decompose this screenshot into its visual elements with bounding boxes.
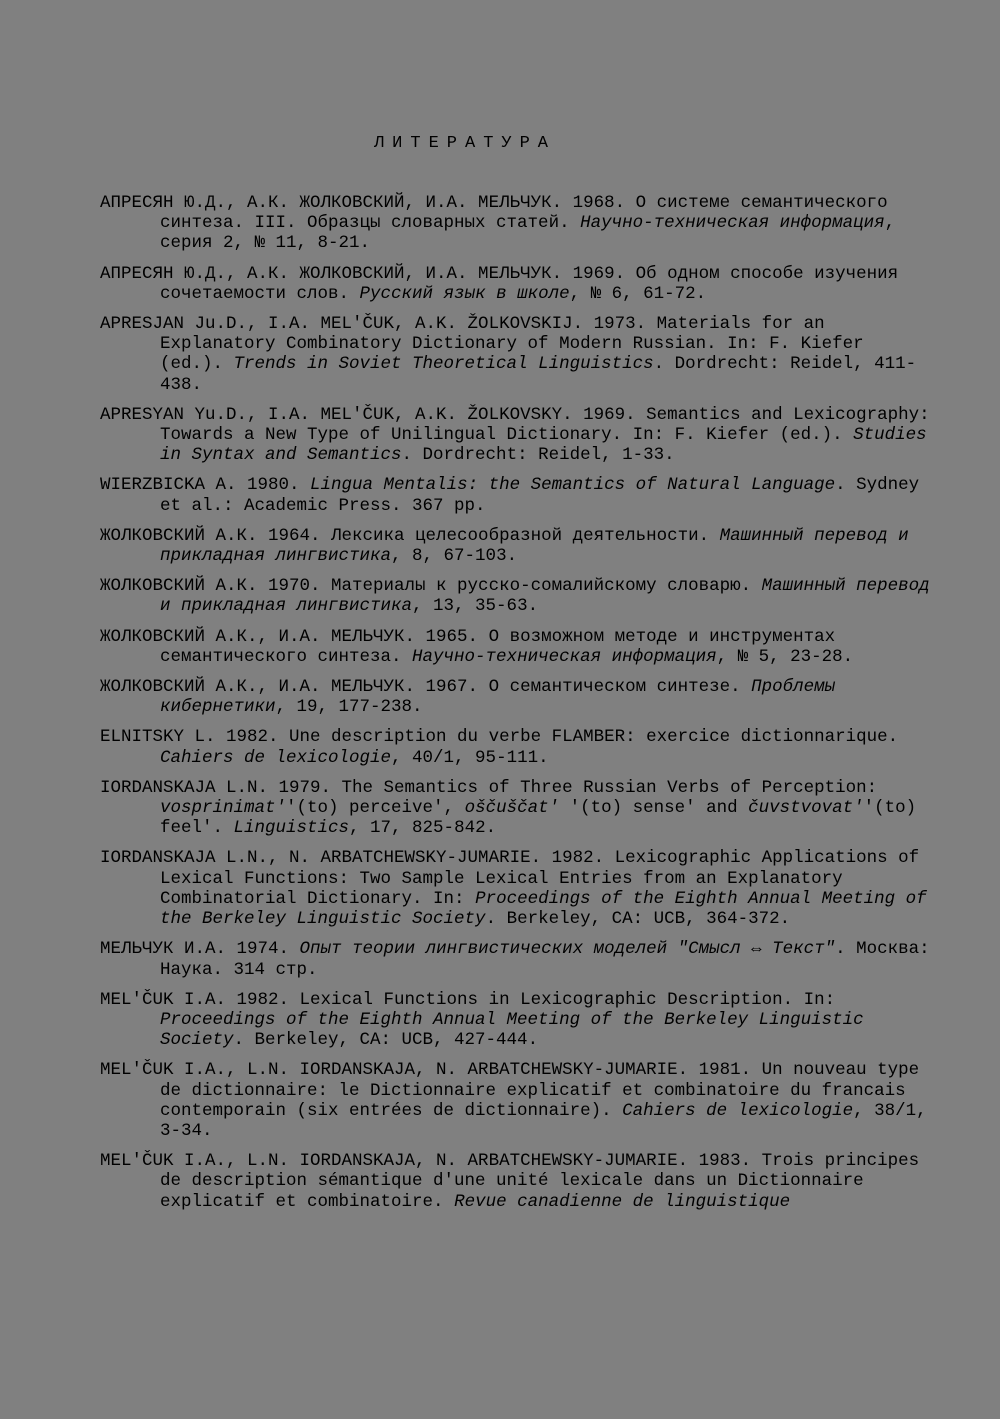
entry-text: MEL'ČUK I.A. 1982. Lexical Functions in Lexicographic Description. In: xyxy=(100,989,836,1010)
entry-source-title: Опыт теории лингвистических моделей "Смысл ⇔ Текст" xyxy=(299,939,836,960)
entry-text: '(to) feel'. xyxy=(160,798,917,839)
entry-text: ЖОЛКОВСКИЙ А.К., И.А. МЕЛЬЧУК. 1967. О семантическом синтезе. xyxy=(100,677,752,698)
entry-source-title: Cahiers de lexicologie xyxy=(160,747,392,768)
bibliography-entry xyxy=(100,475,930,515)
entry-text: IORDANSKAJA L.N., N. ARBATCHEWSKY-JUMARIE. 1982. Lexicographic Applications of Lexical Functions: Two Sample Lexical Entries from an Explanatory Combinatorial Dictionary. In: xyxy=(100,848,920,909)
bibliography-entry xyxy=(100,677,930,717)
entry-text: ЖОЛКОВСКИЙ А.К. 1964. Лексика целесообразной деятельности. xyxy=(100,525,720,546)
bibliography-entry xyxy=(100,405,930,466)
entry-text: MEL'ČUK I.A., L.N. IORDANSKAJA, N. ARBATCHEWSKY-JUMARIE. 1981. Un nouveau type de dictionnaire: le Dictionnaire explicatif et combinatoire du francais contemporain (six entrées de dictionnaire). xyxy=(100,1060,920,1121)
entry-source-title: Русский язык в школе xyxy=(359,283,570,304)
entry-text: IORDANSKAJA L.N. 1979. The Semantics of Three Russian Verbs of Perception: xyxy=(100,777,878,798)
entry-source-title: Proceedings of the Eighth Annual Meeting of the Berkeley Linguistic Society xyxy=(160,888,927,930)
entry-source-title: Машинный перевод и прикладная лингвистика xyxy=(160,576,930,617)
entry-text: . Dordrecht: Reidel, 1-33. xyxy=(401,445,675,466)
bibliography-list xyxy=(100,193,930,1222)
bibliography-entry xyxy=(100,848,930,929)
entry-text: . Berkeley, CA: UCB, 364-372. xyxy=(485,909,791,930)
entry-source-title: Studies in Syntax and Semantics xyxy=(160,425,927,466)
bibliography-entry xyxy=(100,1151,930,1212)
entry-source-title: Научно-техническая информация xyxy=(412,646,717,667)
entry-text: , 8, 67-103. xyxy=(391,546,518,567)
entry-source-title: Linguistics xyxy=(233,818,350,839)
entry-source-title: Проблемы кибернетики xyxy=(160,677,836,718)
entry-text: , 13, 35-63. xyxy=(412,596,539,617)
bibliography-entry xyxy=(100,627,930,667)
entry-source-title: vosprinimat' xyxy=(160,798,287,819)
entry-text: , № 5, 23-28. xyxy=(716,646,854,667)
bibliography-entry xyxy=(100,193,930,254)
entry-source-title: Научно-техническая информация xyxy=(580,213,885,234)
entry-source-title: Proceedings of the Eighth Annual Meeting of the Berkeley Linguistic Society xyxy=(160,1009,864,1051)
entry-text: APRESJAN Ju.D., I.A. MEL'ČUK, A.K. ŽOLKOVSKIJ. 1973. Materials for an Explanatory Combinatory Dictionary of Modern Russian. In: F. Kiefer (ed.). xyxy=(100,314,864,375)
entry-text: , 38/1, 3-34. xyxy=(160,1100,927,1141)
entry-text: АПРЕСЯН Ю.Д., А.К. ЖОЛКОВСКИЙ, И.А. МЕЛЬЧУК. 1969. Об одном способе изучения сочетаемости слов. xyxy=(100,263,899,304)
entry-text: МЕЛЬЧУК И.А. 1974. xyxy=(100,939,300,960)
bibliography-entry xyxy=(100,727,930,767)
page-title: ЛИТЕРАТУРА xyxy=(373,134,557,153)
entry-text: АПРЕСЯН Ю.Д., А.К. ЖОЛКОВСКИЙ, И.А. МЕЛЬЧУК. 1968. О системе семантического синтеза. III. Образцы словарных статей. xyxy=(100,193,888,234)
entry-source-title: Revue canadienne de linguistique xyxy=(454,1191,791,1212)
entry-text: . Berkeley, CA: UCB, 427-444. xyxy=(233,1030,539,1051)
entry-text: . Sydney et al.: Academic Press. 367 pp. xyxy=(160,475,920,516)
entry-text: '(to) sense' and xyxy=(559,798,749,819)
bibliography-entry xyxy=(100,990,930,1051)
entry-source-title: Cahiers de lexicologie xyxy=(622,1100,854,1121)
bibliography-entry xyxy=(100,264,930,304)
entry-text: ELNITSKY L. 1982. Une description du verbe FLAMBER: exercice dictionnarique. xyxy=(100,727,899,748)
entry-text: MEL'ČUK I.A., L.N. IORDANSKAJA, N. ARBATCHEWSKY-JUMARIE. 1983. Trois principes de description sémantique d'une unité lexicale dans un Dictionnaire explicatif et combinatoire. xyxy=(100,1151,920,1212)
entry-text: . Dordrecht: Reidel, 411-438. xyxy=(160,354,917,395)
entry-text: . Москва: Наука. 314 стр. xyxy=(160,939,930,980)
entry-text: ЖОЛКОВСКИЙ А.К. 1970. Материалы к русско-сомалийскому словарю. xyxy=(100,576,762,597)
entry-source-title: Trends in Soviet Theoretical Linguistics xyxy=(233,354,654,375)
entry-source-title: Машинный перевод и прикладная лингвистика xyxy=(160,525,909,567)
bibliography-entry xyxy=(100,939,930,979)
entry-text: , 17, 825-842. xyxy=(349,818,497,839)
entry-source-title: Lingua Mentalis: the Semantics of Natural Language xyxy=(310,475,836,496)
bibliography-entry xyxy=(100,576,930,616)
entry-text: APRESYAN Yu.D., I.A. MEL'ČUK, A.K. ŽOLKOVSKY. 1969. Semantics and Lexicography: Towards a New Type of Unilingual Dictionary. In: F. Kiefer (ed.). xyxy=(100,404,930,446)
entry-text: , серия 2, № 11, 8-21. xyxy=(160,213,896,254)
bibliography-entry xyxy=(100,1060,930,1141)
entry-text: WIERZBICKA A. 1980. xyxy=(100,475,311,496)
entry-text: , № 6, 61-72. xyxy=(569,283,707,304)
entry-text: , 40/1, 95-111. xyxy=(391,747,549,768)
entry-source-title: čuvstvovat' xyxy=(748,798,864,819)
bibliography-entry xyxy=(100,778,930,839)
bibliography-entry xyxy=(100,526,930,566)
entry-text: ЖОЛКОВСКИЙ А.К., И.А. МЕЛЬЧУК. 1965. О возможном методе и инструментах семантического синтеза. xyxy=(100,626,836,667)
entry-source-title: oščuščat' xyxy=(464,798,560,819)
entry-text: , 19, 177-238. xyxy=(275,697,423,718)
entry-text: '(to) perceive', xyxy=(286,798,465,819)
bibliography-entry xyxy=(100,314,930,395)
